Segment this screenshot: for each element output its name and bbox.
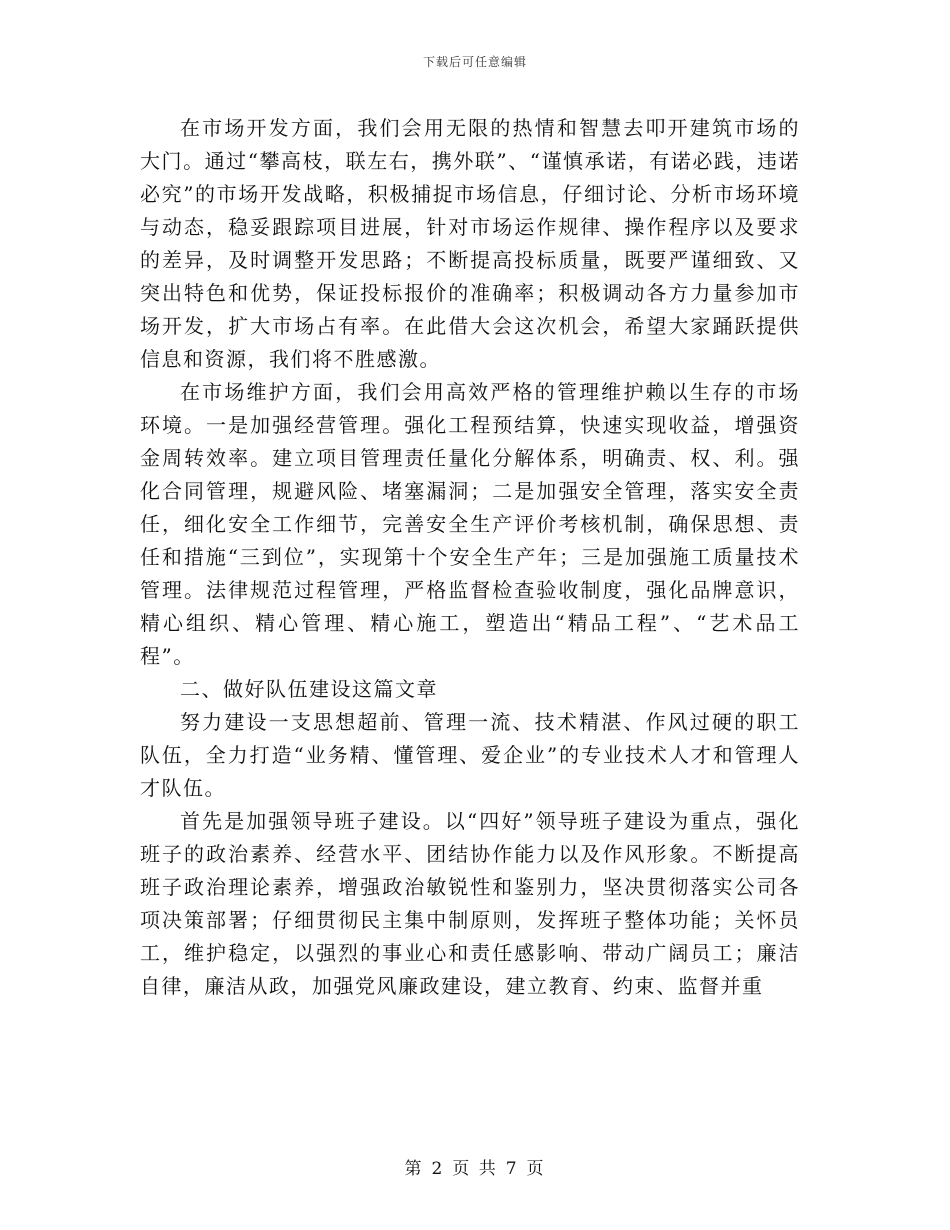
- footer-suffix: 页: [526, 1159, 546, 1179]
- paragraph-team-building: 努力建设一支思想超前、管理一流、技术精湛、作风过硬的职工队伍，全力打造“业务精、懂管理、爱企业”的专业技术人才和管理人才队伍。: [140, 710, 800, 800]
- footer-current-page: 2: [431, 1159, 445, 1179]
- footer-prefix: 第: [404, 1159, 424, 1179]
- footer-total-pages: 7: [505, 1159, 519, 1179]
- page-footer: [0, 1154, 950, 1179]
- paragraph-market-maintenance: 在市场维护方面，我们会用高效严格的管理维护赖以生存的市场环境。一是加强经营管理。强化工程预结算，快速实现收益，增强资金周转效率。建立项目管理责任量化分解体系，明确责、权、利。强化合同管理，规避风险、堵塞漏洞；二是加强安全管理，落实安全责任，细化安全工作细节，完善安全生产评价考核机制，确保思想、责任和措施“三到位”，实现第十个安全生产年；三是加强施工质量技术管理。法律规范过程管理，严格监督检查验收制度，强化品牌意识，精心组织、精心管理、精心施工，塑造出“精品工程”、“艺术品工程”。: [140, 380, 800, 668]
- footer-middle: 页 共: [452, 1159, 498, 1179]
- section-heading: 二、做好队伍建设这篇文章: [180, 677, 438, 701]
- paragraph-leadership: 首先是加强领导班子建设。以“四好”领导班子建设为重点，强化班子的政治素养、经营水平、团结协作能力以及作风形象。不断提高班子政治理论素养，增强政治敏锐性和鉴别力，坚决贯彻落实公司各项决策部署；仔细贯彻民主集中制原则，发挥班子整体功能；关怀员工，维护稳定，以强烈的事业心和责任感影响、带动广阔员工；廉洁自律，廉洁从政，加强党风廉政建设，建立教育、约束、监督并重: [140, 809, 800, 998]
- page-header-note: 下载后可任意编辑: [422, 55, 527, 69]
- document-body: [140, 112, 800, 1003]
- paragraph-market-development: 在市场开发方面，我们会用无限的热情和智慧去叩开建筑市场的大门。通过“攀高枝，联左右，携外联”、“谨慎承诺，有诺必践，违诺必究”的市场开发战略，积极捕捉市场信息，仔细讨论、分析市场环境与动态，稳妥跟踪项目进展，针对市场运作规律、操作程序以及要求的差异，及时调整开发思路；不断提高投标质量，既要严谨细致、又突出特色和优势，保证投标报价的准确率；积极调动各方力量参加市场开发，扩大市场占有率。在此借大会这次机会，希望大家踊跃提供信息和资源，我们将不胜感激。: [140, 116, 800, 371]
